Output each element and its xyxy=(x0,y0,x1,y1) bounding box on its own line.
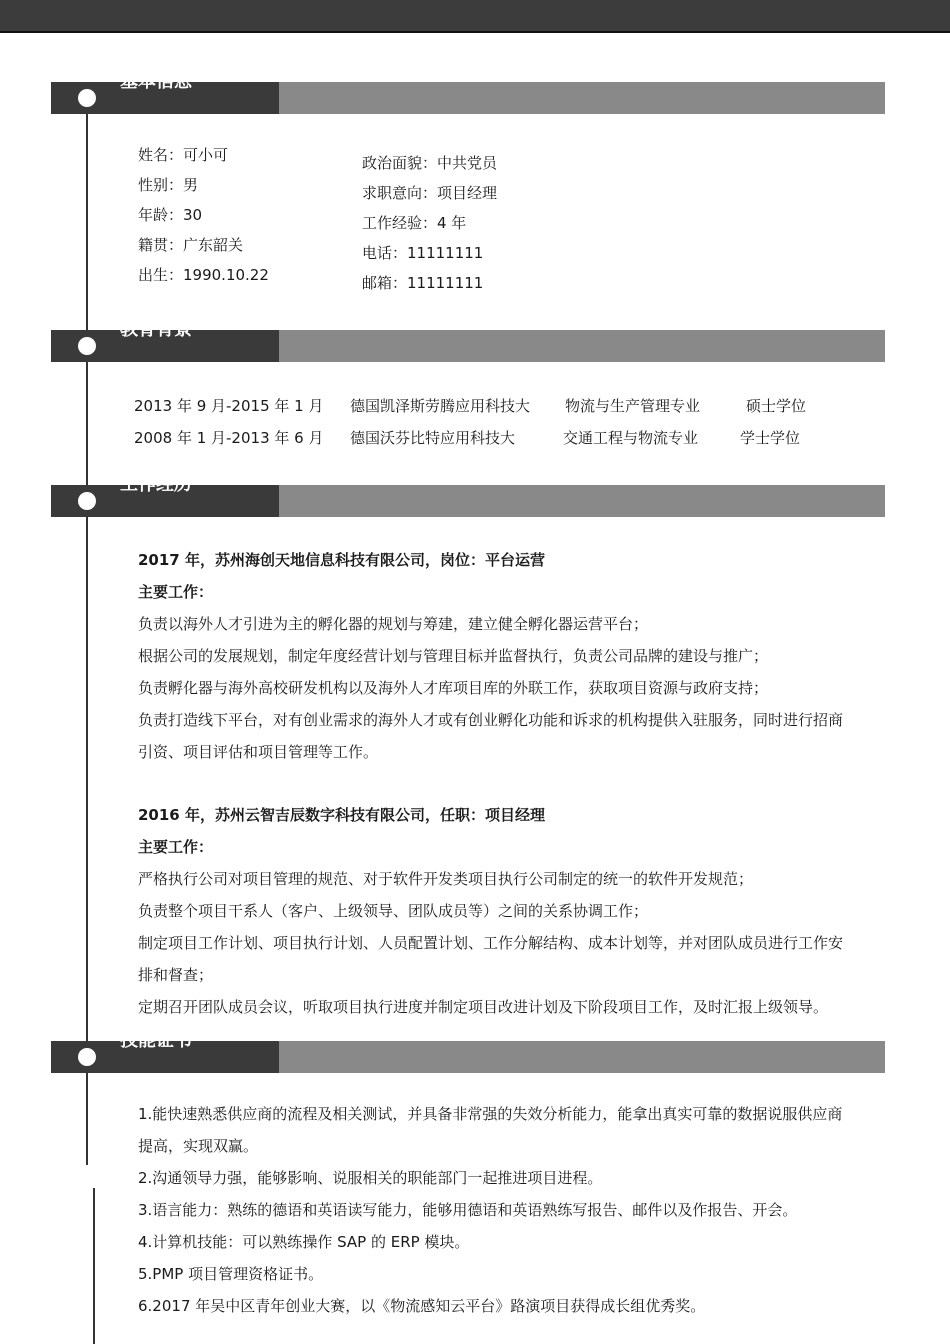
edu-period: 2008 年 1 月-2013 年 6 月 xyxy=(134,429,324,447)
edu-major: 物流与生产管理专业 xyxy=(565,397,701,415)
info-email: 邮箱：11111111 xyxy=(362,274,484,292)
skill-item: 3.语言能力：熟练的德语和英语读写能力，能够用德语和英语熟练写报告、邮件以及作报告、开会。 xyxy=(138,1201,798,1219)
edu-school: 德国凯泽斯劳腾应用科技大 xyxy=(350,397,531,415)
timeline-dot-icon xyxy=(78,89,96,107)
section-header-light-bar xyxy=(279,82,885,114)
section-title: 基本信息 xyxy=(120,71,192,92)
info-hometown: 籍贯：广东韶关 xyxy=(138,236,244,254)
top-bar xyxy=(0,0,950,33)
work-duty: 严格执行公司对项目管理的规范、对于软件开发类项目执行公司制定的统一的软件开发规范； xyxy=(138,870,754,888)
skills-list xyxy=(138,1098,890,1322)
timeline-line-lower xyxy=(93,1188,95,1344)
section-title: 工作经历 xyxy=(120,474,192,495)
skill-item: 提高，实现双赢。 xyxy=(138,1137,259,1155)
section-header-work xyxy=(51,474,885,517)
section-header-basic-info xyxy=(51,71,885,114)
work-duty: 负责整个项目干系人（客户、上级领导、团队成员等）之间的关系协调工作； xyxy=(138,902,649,920)
info-name: 姓名：可小可 xyxy=(138,146,229,164)
timeline-line xyxy=(86,99,88,1165)
work-title: 2016 年，苏州云智吉辰数字科技有限公司，任职：项目经理 xyxy=(138,806,545,824)
edu-degree: 硕士学位 xyxy=(746,397,807,415)
info-political: 政治面貌：中共党员 xyxy=(362,154,498,172)
skill-item: 6.2017 年吴中区青年创业大赛，以《物流感知云平台》路演项目获得成长组优秀奖。 xyxy=(138,1297,706,1315)
work-duty: 制定项目工作计划、项目执行计划、人员配置计划、工作分解结构、成本计划等，并对团队成员进行工作安 xyxy=(138,934,844,952)
work-duty: 引资、项目评估和项目管理等工作。 xyxy=(138,743,379,761)
info-birth: 出生：1990.10.22 xyxy=(138,266,269,284)
info-gender: 性别：男 xyxy=(138,176,199,194)
skill-item: 1.能快速熟悉供应商的流程及相关测试，并具备非常强的失效分析能力，能拿出真实可靠的数据说服供应商 xyxy=(138,1105,843,1123)
section-title: 教育背景 xyxy=(120,319,192,340)
work-entry xyxy=(138,544,890,768)
section-title: 技能证书 xyxy=(120,1030,192,1051)
edu-major: 交通工程与物流专业 xyxy=(563,429,699,447)
work-entry xyxy=(138,799,890,1023)
work-duty: 负责以海外人才引进为主的孵化器的规划与筹建，建立健全孵化器运营平台； xyxy=(138,615,649,633)
edu-degree: 学士学位 xyxy=(740,429,801,447)
info-experience: 工作经验：4 年 xyxy=(362,214,467,232)
timeline-dot-icon xyxy=(78,337,96,355)
work-duty: 负责打造线下平台，对有创业需求的海外人才或有创业孵化功能和诉求的机构提供入驻服务，同时进行招商 xyxy=(138,711,844,729)
work-label: 主要工作： xyxy=(138,838,214,856)
edu-school: 德国沃芬比特应用科技大 xyxy=(350,429,516,447)
skill-item: 2.沟通领导力强，能够影响、说服相关的职能部门一起推进项目进程。 xyxy=(138,1169,603,1187)
work-label: 主要工作： xyxy=(138,583,214,601)
section-header-light-bar xyxy=(279,1041,885,1073)
section-header-skills xyxy=(51,1030,885,1073)
section-header-light-bar xyxy=(279,330,885,362)
info-job-intent: 求职意向：项目经理 xyxy=(362,184,498,202)
work-title: 2017 年，苏州海创天地信息科技有限公司，岗位：平台运营 xyxy=(138,551,545,569)
work-duty: 定期召开团队成员会议，听取项目执行进度并制定项目改进计划及下阶段项目工作，及时汇报上级领导。 xyxy=(138,998,829,1016)
info-phone: 电话：11111111 xyxy=(362,244,484,262)
section-header-light-bar xyxy=(279,485,885,517)
timeline-dot-icon xyxy=(78,492,96,510)
work-duty: 负责孵化器与海外高校研发机构以及海外人才库项目库的外联工作，获取项目资源与政府支持； xyxy=(138,679,769,697)
skill-item: 5.PMP 项目管理资格证书。 xyxy=(138,1265,324,1283)
work-duty: 排和督查； xyxy=(138,966,214,984)
timeline-dot-icon xyxy=(78,1048,96,1066)
skill-item: 4.计算机技能：可以熟练操作 SAP 的 ERP 模块。 xyxy=(138,1233,470,1251)
work-duty: 根据公司的发展规划，制定年度经营计划与管理目标并监督执行，负责公司品牌的建设与推广； xyxy=(138,647,769,665)
info-age: 年龄：30 xyxy=(138,206,203,224)
edu-period: 2013 年 9 月-2015 年 1 月 xyxy=(134,397,324,415)
section-header-education xyxy=(51,319,885,362)
